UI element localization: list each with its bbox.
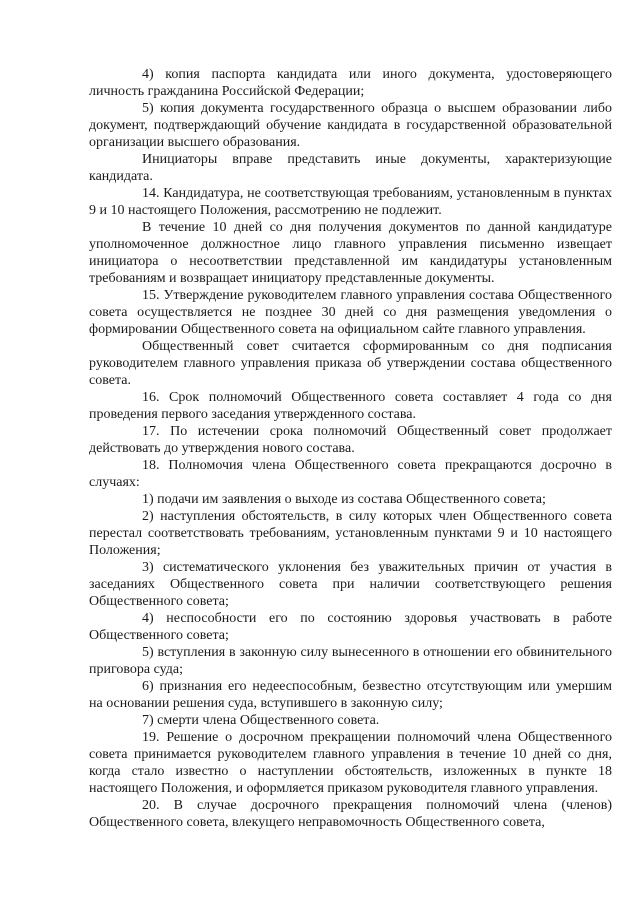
paragraph-17: 17. По истечении срока полномочий Общественный совет продолжает действовать до утверждения нового состава. [89, 424, 612, 456]
paragraph-15: 15. Утверждение руководителем главного управления состава Общественного совета осуществляется не позднее 30 дней со дня размещения уведомления о формировании Общественного совета на официальном сайте главного управления. [89, 288, 612, 337]
paragraph-item-5-diploma: 5) копия документа государственного образца о высшем образовании либо документ, подтверждающий обучение кандидата в государственной образовательной организации высшего образования. [89, 101, 612, 150]
paragraph-20: 20. В случае досрочного прекращения полномочий члена (членов) Общественного совета, влекущего неправомочность Общественного совета, [89, 798, 612, 830]
paragraph-item-4-passport: 4) копия паспорта кандидата или иного документа, удостоверяющего личность гражданина Российской Федерации; [89, 67, 612, 99]
paragraph-14-notification: В течение 10 дней со дня получения документов по данной кандидатуре уполномоченное должностное лицо главного управления письменно извещает инициатора о несоответствии представленной им кандидатуры установленным требованиям и возвращает инициатору представленные документы. [89, 220, 612, 286]
paragraph-18-case-7: 7) смерти члена Общественного совета. [142, 713, 380, 728]
paragraph-16: 16. Срок полномочий Общественного совета составляет 4 года со дня проведения первого заседания утвержденного состава. [89, 390, 612, 422]
paragraph-18: 18. Полномочия члена Общественного совета прекращаются досрочно в случаях: [89, 458, 612, 490]
paragraph-18-case-5: 5) вступления в законную силу вынесенного в отношении его обвинительного приговора суда; [89, 645, 612, 677]
paragraph-18-case-2: 2) наступления обстоятельств, в силу которых член Общественного совета перестал соответствовать требованиям, установленным пунктами 9 и 10 настоящего Положения; [89, 509, 612, 558]
paragraph-18-case-1: 1) подачи им заявления о выходе из состава Общественного совета; [142, 492, 546, 507]
paragraph-other-documents: Инициаторы вправе представить иные документы, характеризующие кандидата. [89, 152, 612, 184]
paragraph-14: 14. Кандидатура, не соответствующая требованиям, установленным в пунктах 9 и 10 настоящего Положения, рассмотрению не подлежит. [89, 186, 612, 218]
paragraph-18-case-4: 4) неспособности его по состоянию здоровья участвовать в работе Общественного совета; [89, 611, 612, 643]
document-body [89, 66, 612, 831]
paragraph-19: 19. Решение о досрочном прекращении полномочий члена Общественного совета принимается руководителем главного управления в течение 10 дней со дня, когда стало известно о наступлении обстоятельств, изложенных в пункте 18 настоящего Положения, и оформляется приказом руководителя главного управления. [89, 730, 612, 796]
paragraph-18-case-6: 6) признания его недееспособным, безвестно отсутствующим или умершим на основании решения суда, вступившего в законную силу; [89, 679, 612, 711]
paragraph-18-case-3: 3) систематического уклонения без уважительных причин от участия в заседаниях Общественного совета при наличии соответствующего решения Общественного совета; [89, 560, 612, 609]
paragraph-15-formed: Общественный совет считается сформированным со дня подписания руководителем главного управления приказа об утверждении состава общественного совета. [89, 339, 612, 388]
